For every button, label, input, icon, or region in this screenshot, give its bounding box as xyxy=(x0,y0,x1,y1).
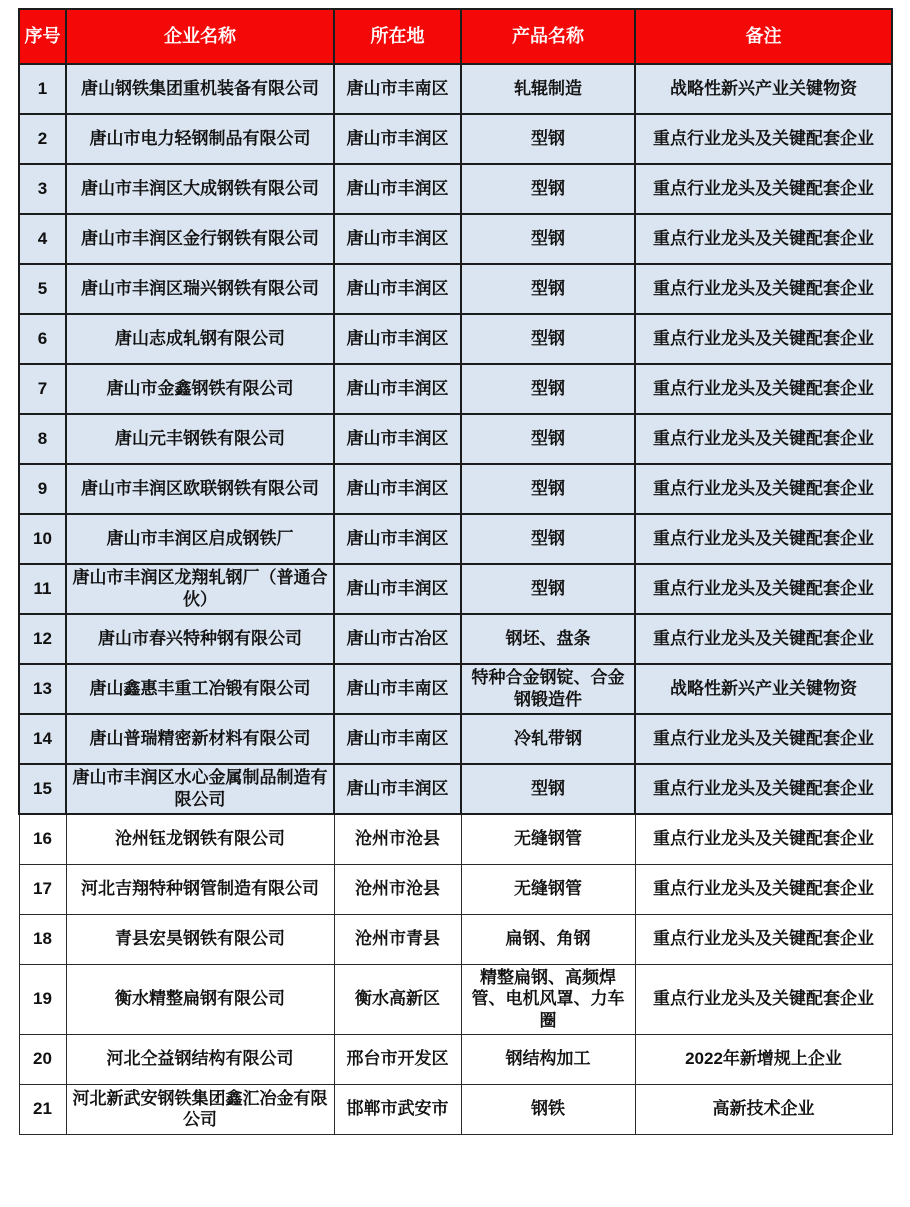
cell-no: 5 xyxy=(19,264,66,314)
table-row xyxy=(19,1084,892,1134)
table-row xyxy=(19,414,892,464)
table-row xyxy=(19,164,892,214)
cell-location: 唐山市丰润区 xyxy=(334,514,461,564)
cell-company: 唐山钢铁集团重机装备有限公司 xyxy=(66,64,334,114)
table-row xyxy=(19,464,892,514)
table-row xyxy=(19,664,892,714)
col-header-product: 产品名称 xyxy=(461,9,635,64)
cell-remark: 重点行业龙头及关键配套企业 xyxy=(635,414,892,464)
cell-no: 21 xyxy=(19,1084,66,1134)
table-row xyxy=(19,214,892,264)
cell-product: 扁钢、角钢 xyxy=(461,914,635,964)
table-row xyxy=(19,364,892,414)
cell-company: 河北吉翔特种钢管制造有限公司 xyxy=(66,864,334,914)
cell-company: 唐山志成轧钢有限公司 xyxy=(66,314,334,364)
cell-location: 唐山市丰润区 xyxy=(334,214,461,264)
cell-remark: 重点行业龙头及关键配套企业 xyxy=(635,714,892,764)
cell-product: 精整扁钢、高频焊管、电机风罩、力车圈 xyxy=(461,964,635,1034)
cell-remark: 重点行业龙头及关键配套企业 xyxy=(635,164,892,214)
cell-remark: 重点行业龙头及关键配套企业 xyxy=(635,264,892,314)
table-row xyxy=(19,514,892,564)
cell-remark: 重点行业龙头及关键配套企业 xyxy=(635,214,892,264)
cell-location: 唐山市丰润区 xyxy=(334,414,461,464)
col-header-remark: 备注 xyxy=(635,9,892,64)
cell-location: 唐山市丰润区 xyxy=(334,564,461,614)
cell-company: 唐山市丰润区瑞兴钢铁有限公司 xyxy=(66,264,334,314)
cell-no: 4 xyxy=(19,214,66,264)
cell-remark: 重点行业龙头及关键配套企业 xyxy=(635,764,892,814)
table-row xyxy=(19,564,892,614)
cell-product: 轧辊制造 xyxy=(461,64,635,114)
cell-company: 唐山鑫惠丰重工冶锻有限公司 xyxy=(66,664,334,714)
cell-company: 唐山市丰润区金行钢铁有限公司 xyxy=(66,214,334,264)
cell-product: 型钢 xyxy=(461,264,635,314)
header-row xyxy=(19,9,892,64)
table-row xyxy=(19,764,892,814)
cell-no: 2 xyxy=(19,114,66,164)
cell-location: 唐山市丰润区 xyxy=(334,764,461,814)
cell-location: 唐山市丰润区 xyxy=(334,264,461,314)
col-header-location: 所在地 xyxy=(334,9,461,64)
cell-company: 唐山市丰润区启成钢铁厂 xyxy=(66,514,334,564)
cell-product: 型钢 xyxy=(461,564,635,614)
cell-company: 青县宏昊钢铁有限公司 xyxy=(66,914,334,964)
cell-location: 邢台市开发区 xyxy=(334,1034,461,1084)
cell-location: 唐山市丰润区 xyxy=(334,114,461,164)
cell-no: 15 xyxy=(19,764,66,814)
cell-location: 唐山市丰润区 xyxy=(334,464,461,514)
cell-company: 唐山市春兴特种钢有限公司 xyxy=(66,614,334,664)
cell-no: 12 xyxy=(19,614,66,664)
cell-remark: 重点行业龙头及关键配套企业 xyxy=(635,614,892,664)
cell-no: 11 xyxy=(19,564,66,614)
cell-product: 型钢 xyxy=(461,414,635,464)
cell-location: 沧州市青县 xyxy=(334,914,461,964)
cell-location: 唐山市丰润区 xyxy=(334,314,461,364)
cell-no: 3 xyxy=(19,164,66,214)
cell-remark: 重点行业龙头及关键配套企业 xyxy=(635,864,892,914)
cell-remark: 战略性新兴产业关键物资 xyxy=(635,664,892,714)
cell-remark: 重点行业龙头及关键配套企业 xyxy=(635,964,892,1034)
cell-product: 无缝钢管 xyxy=(461,814,635,864)
cell-remark: 重点行业龙头及关键配套企业 xyxy=(635,364,892,414)
cell-location: 唐山市古冶区 xyxy=(334,614,461,664)
cell-remark: 重点行业龙头及关键配套企业 xyxy=(635,514,892,564)
cell-company: 唐山市丰润区水心金属制品制造有限公司 xyxy=(66,764,334,814)
cell-company: 唐山元丰钢铁有限公司 xyxy=(66,414,334,464)
table-header xyxy=(19,9,892,64)
cell-product: 特种合金钢锭、合金钢锻造件 xyxy=(461,664,635,714)
cell-no: 19 xyxy=(19,964,66,1034)
table-row xyxy=(19,714,892,764)
cell-remark: 2022年新增规上企业 xyxy=(635,1034,892,1084)
table-row xyxy=(19,864,892,914)
cell-product: 型钢 xyxy=(461,764,635,814)
cell-product: 钢铁 xyxy=(461,1084,635,1134)
cell-product: 型钢 xyxy=(461,114,635,164)
cell-location: 唐山市丰南区 xyxy=(334,714,461,764)
cell-location: 唐山市丰南区 xyxy=(334,664,461,714)
cell-company: 沧州钰龙钢铁有限公司 xyxy=(66,814,334,864)
cell-product: 型钢 xyxy=(461,464,635,514)
cell-no: 10 xyxy=(19,514,66,564)
cell-no: 20 xyxy=(19,1034,66,1084)
table-row xyxy=(19,814,892,864)
cell-location: 唐山市丰润区 xyxy=(334,364,461,414)
cell-company: 河北新武安钢铁集团鑫汇冶金有限公司 xyxy=(66,1084,334,1134)
cell-product: 型钢 xyxy=(461,514,635,564)
cell-company: 河北仝益钢结构有限公司 xyxy=(66,1034,334,1084)
cell-no: 8 xyxy=(19,414,66,464)
col-header-no: 序号 xyxy=(19,9,66,64)
col-header-company: 企业名称 xyxy=(66,9,334,64)
cell-location: 唐山市丰南区 xyxy=(334,64,461,114)
cell-no: 1 xyxy=(19,64,66,114)
cell-remark: 重点行业龙头及关键配套企业 xyxy=(635,914,892,964)
table-row xyxy=(19,614,892,664)
cell-no: 7 xyxy=(19,364,66,414)
cell-company: 唐山市丰润区大成钢铁有限公司 xyxy=(66,164,334,214)
cell-location: 沧州市沧县 xyxy=(334,864,461,914)
table-row xyxy=(19,264,892,314)
table-row xyxy=(19,64,892,114)
cell-remark: 战略性新兴产业关键物资 xyxy=(635,64,892,114)
cell-location: 沧州市沧县 xyxy=(334,814,461,864)
table-row xyxy=(19,964,892,1034)
cell-remark: 重点行业龙头及关键配套企业 xyxy=(635,314,892,364)
cell-company: 唐山市金鑫钢铁有限公司 xyxy=(66,364,334,414)
cell-remark: 重点行业龙头及关键配套企业 xyxy=(635,114,892,164)
cell-location: 唐山市丰润区 xyxy=(334,164,461,214)
cell-company: 唐山市电力轻钢制品有限公司 xyxy=(66,114,334,164)
cell-no: 13 xyxy=(19,664,66,714)
cell-company: 唐山市丰润区龙翔轧钢厂（普通合伙） xyxy=(66,564,334,614)
cell-no: 14 xyxy=(19,714,66,764)
cell-no: 16 xyxy=(19,814,66,864)
cell-location: 邯郸市武安市 xyxy=(334,1084,461,1134)
cell-remark: 重点行业龙头及关键配套企业 xyxy=(635,564,892,614)
cell-remark: 重点行业龙头及关键配套企业 xyxy=(635,814,892,864)
table-row xyxy=(19,1034,892,1084)
cell-product: 钢结构加工 xyxy=(461,1034,635,1084)
cell-no: 18 xyxy=(19,914,66,964)
cell-company: 唐山普瑞精密新材料有限公司 xyxy=(66,714,334,764)
cell-product: 型钢 xyxy=(461,314,635,364)
cell-remark: 高新技术企业 xyxy=(635,1084,892,1134)
cell-no: 9 xyxy=(19,464,66,514)
table-row xyxy=(19,914,892,964)
table-body xyxy=(19,64,892,1134)
cell-product: 冷轧带钢 xyxy=(461,714,635,764)
cell-product: 钢坯、盘条 xyxy=(461,614,635,664)
cell-remark: 重点行业龙头及关键配套企业 xyxy=(635,464,892,514)
cell-product: 型钢 xyxy=(461,364,635,414)
cell-product: 无缝钢管 xyxy=(461,864,635,914)
cell-no: 17 xyxy=(19,864,66,914)
cell-product: 型钢 xyxy=(461,164,635,214)
cell-location: 衡水高新区 xyxy=(334,964,461,1034)
cell-no: 6 xyxy=(19,314,66,364)
table-row xyxy=(19,314,892,364)
table-row xyxy=(19,114,892,164)
cell-product: 型钢 xyxy=(461,214,635,264)
cell-company: 衡水精整扁钢有限公司 xyxy=(66,964,334,1034)
cell-company: 唐山市丰润区欧联钢铁有限公司 xyxy=(66,464,334,514)
enterprise-table xyxy=(18,8,893,1135)
